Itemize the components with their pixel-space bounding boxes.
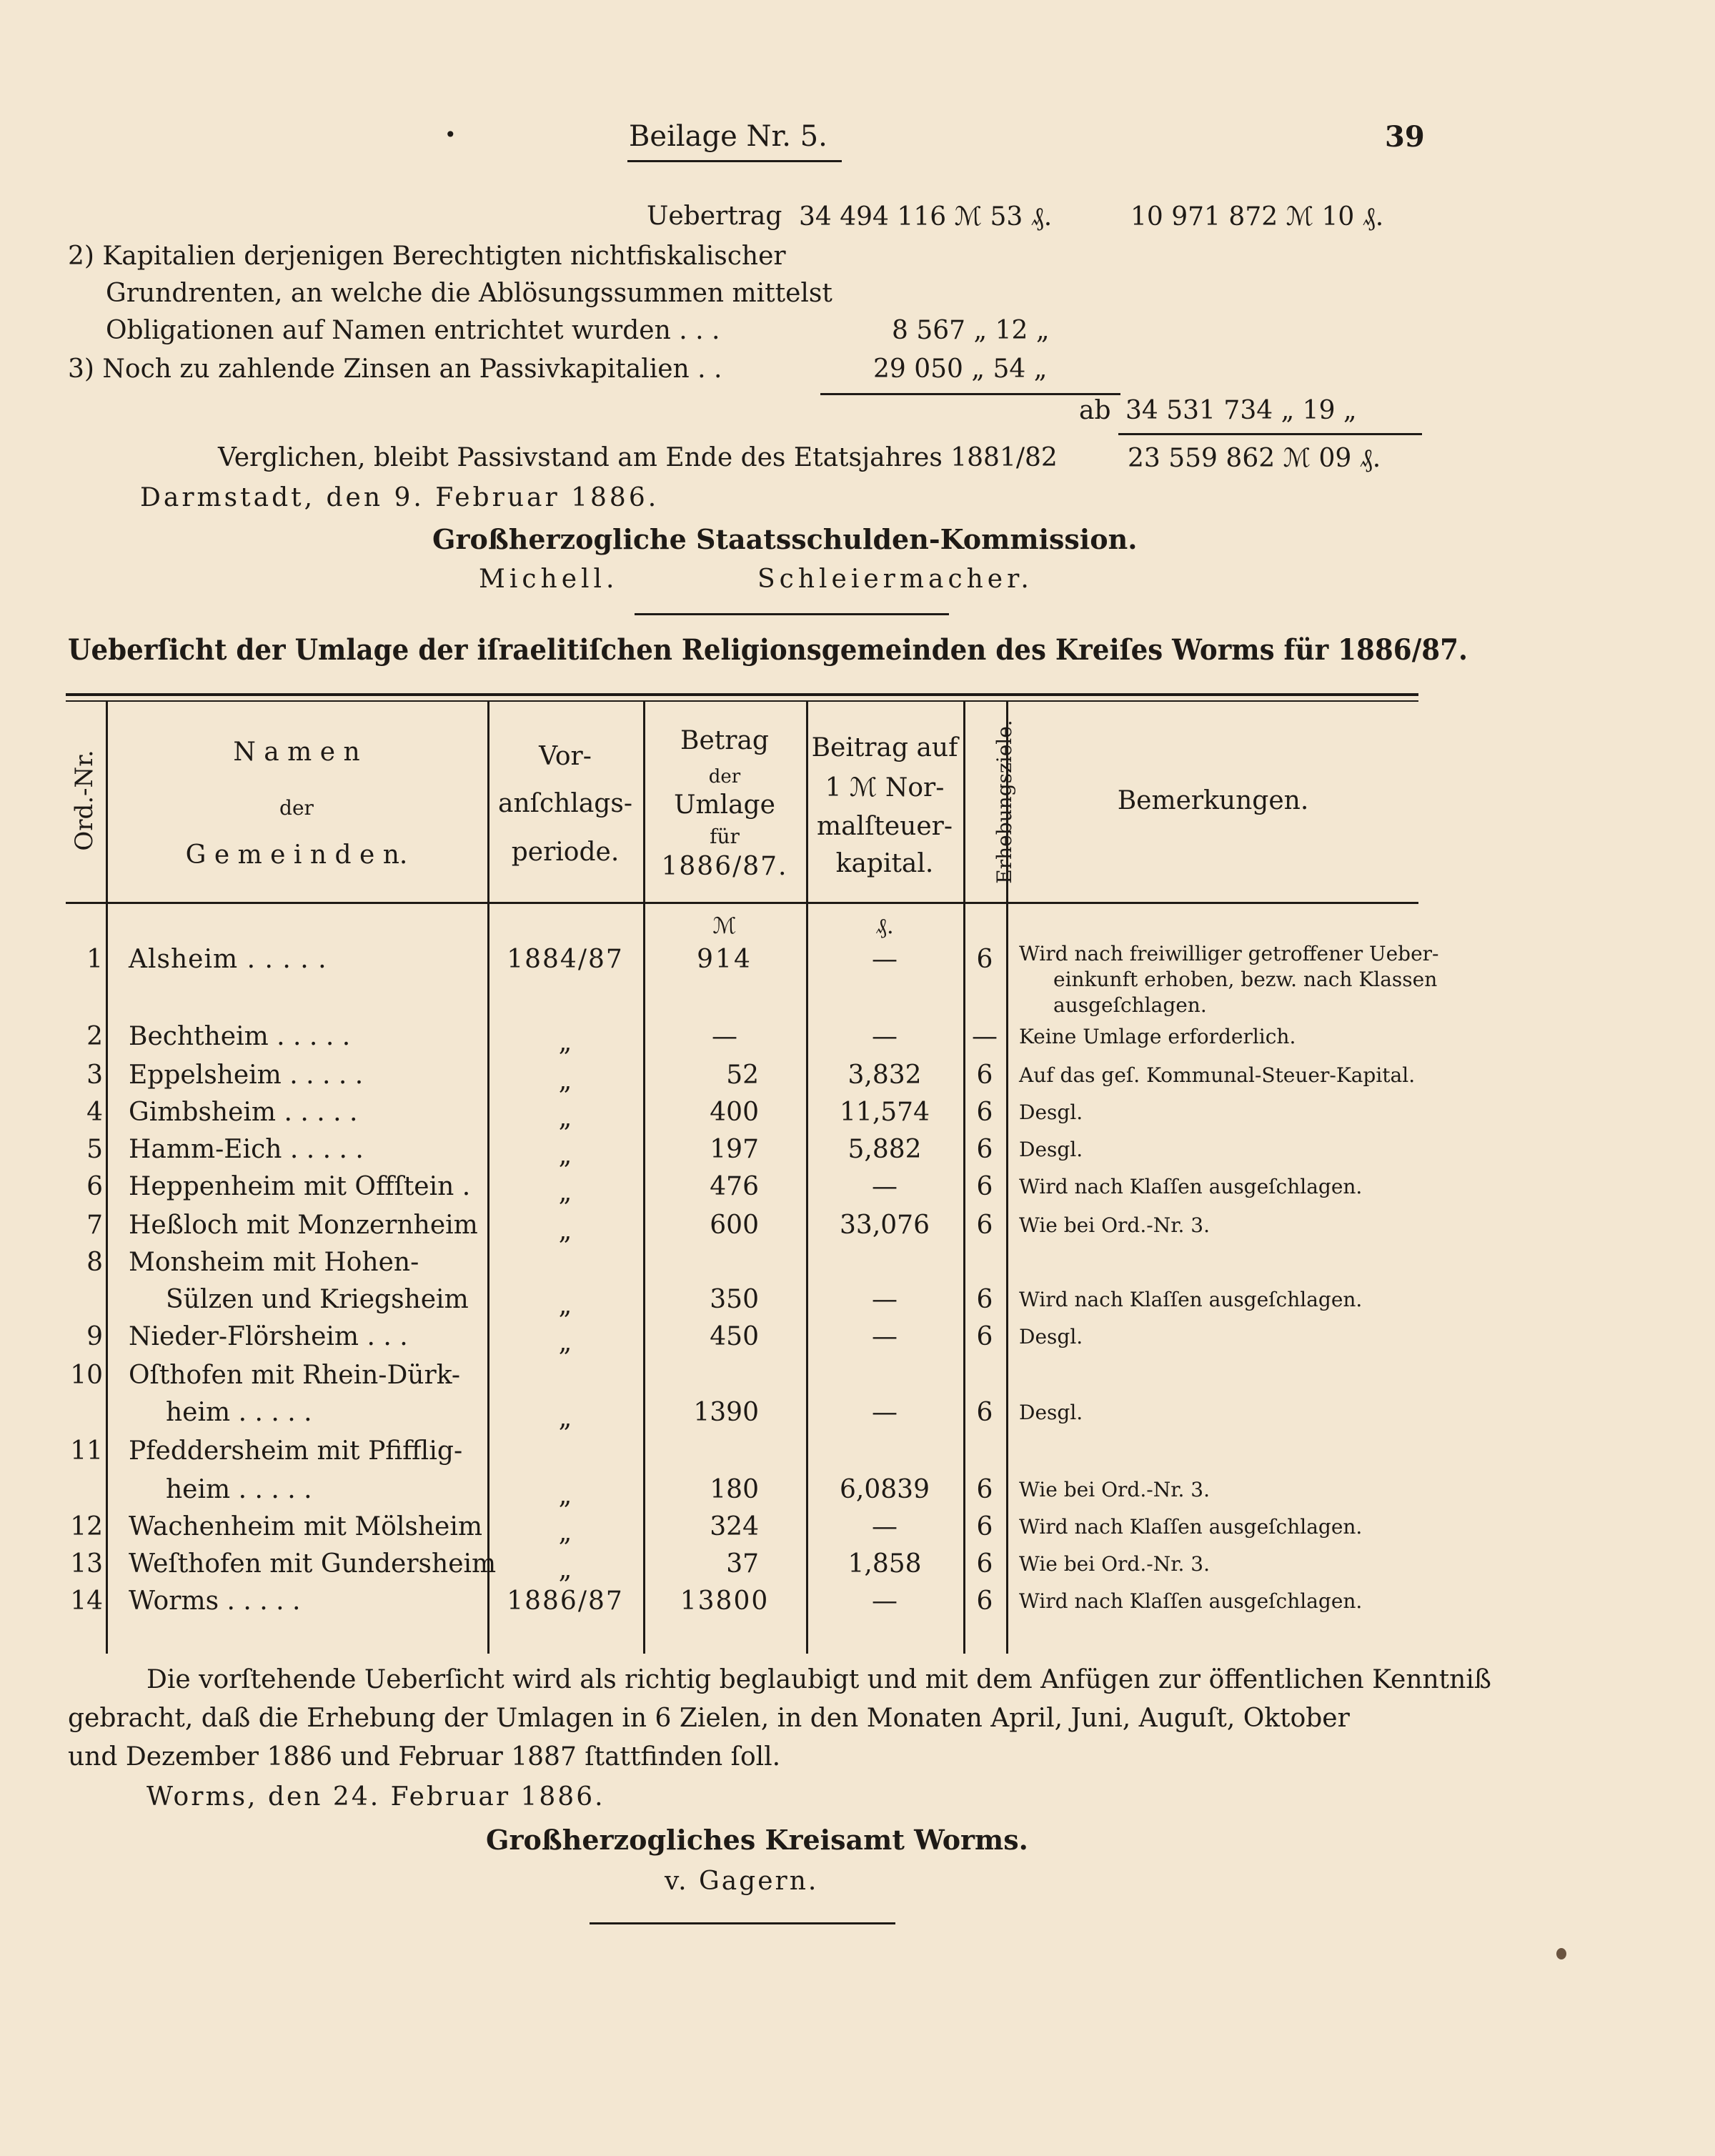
item3-amount: 29 050 „ 54 „ — [873, 354, 1048, 384]
item2-line-2: Grundrenten, an welche die Ablösungssummen mittelst — [106, 279, 832, 308]
row-3-collections: 6 — [976, 1060, 993, 1090]
row-13-amount: 37 — [726, 1549, 759, 1579]
row-8-amount: 350 — [710, 1285, 759, 1314]
row-5-amount: 197 — [710, 1135, 759, 1164]
row-1-name: Alsheim . . . . . — [129, 945, 327, 974]
signature-michell: Michell. — [479, 565, 619, 594]
row-8-name-line-2: Sülzen und Kriegsheim — [166, 1285, 469, 1314]
row-13-rate: 1,858 — [847, 1549, 922, 1579]
deduction-amount: 34 531 734 „ 19 „ — [1125, 396, 1357, 425]
header-amount-line-1: Betrag — [680, 726, 769, 755]
row-9-nr: 9 — [86, 1322, 103, 1351]
row-7-remarks: Wie bei Ord.-Nr. 3. — [1019, 1213, 1211, 1237]
row-14-collections: 6 — [976, 1586, 993, 1616]
row-1-remarks-line-3: ausgeſchlagen. — [1053, 993, 1207, 1017]
row-1-remarks-line-2: einkunft erhoben, bezw. nach Klassen — [1053, 968, 1438, 991]
row-14-amount: 13800 — [680, 1586, 770, 1616]
row-3-rate: 3,832 — [847, 1060, 922, 1090]
page-header-title: Beilage Nr. 5. — [629, 120, 827, 153]
row-3-name: Eppelsheim . . . . . — [129, 1060, 364, 1090]
row-6-name: Heppenheim mit Offſtein . — [129, 1172, 471, 1201]
row-14-name: Worms . . . . . — [129, 1586, 301, 1616]
notice-authority: Großherzogliches Kreisamt Worms. — [486, 1824, 1028, 1856]
table-top-rule — [66, 693, 1418, 696]
row-1-remarks-line-1: Wird nach freiwilliger getroffener Ueber- — [1019, 942, 1439, 965]
row-3-period: „ — [558, 1066, 572, 1096]
row-10-rate: — — [872, 1398, 898, 1427]
row-7-collections: 6 — [976, 1211, 993, 1240]
row-5-period: „ — [558, 1141, 572, 1170]
notice-line-3: und Dezember 1886 und Februar 1887 ſtattfinden ſoll. — [68, 1742, 781, 1772]
item2-line-3: Obligationen auf Namen entrichtet wurden . . . — [106, 316, 720, 345]
header-remarks: Bemerkungen. — [1117, 786, 1309, 815]
row-2-amount: — — [712, 1022, 737, 1051]
row-7-name: Heßloch mit Monzernheim — [129, 1211, 478, 1240]
row-11-name-line-1: Pfeddersheim mit Pfifflig- — [129, 1436, 463, 1466]
notice-line-2: gebracht, daß die Erhebung der Umlagen in 6 Zielen, in den Monaten April, Juni, Auguſt, Oktober — [68, 1704, 1350, 1733]
row-12-name: Wachenheim mit Mölsheim — [129, 1512, 482, 1541]
row-4-period: „ — [558, 1103, 572, 1133]
row-14-remarks: Wird nach Klaſſen ausgeſchlagen. — [1019, 1589, 1363, 1613]
row-6-amount: 476 — [710, 1172, 759, 1201]
row-7-rate: 33,076 — [840, 1211, 930, 1240]
row-5-rate: 5,882 — [847, 1135, 922, 1164]
row-10-name-line-1: Oſthofen mit Rhein-Dürk- — [129, 1361, 461, 1390]
item2-amount: 8 567 „ 12 „ — [892, 316, 1050, 345]
row-13-collections: 6 — [976, 1549, 993, 1579]
row-5-remarks: Desgl. — [1019, 1138, 1083, 1161]
row-10-remarks: Desgl. — [1019, 1401, 1083, 1424]
deduction-rule — [1118, 433, 1422, 435]
notice-line-1: Die vorſtehende Ueberſicht wird als richtig beglaubigt und mit dem Anfügen zur öffentlichen Kenntniß — [146, 1665, 1491, 1694]
header-rate-line-2: 1 ℳ Nor- — [825, 773, 945, 803]
row-1-period: 1884/87 — [507, 945, 624, 974]
header-amount-line-2: der — [708, 766, 741, 788]
header-collections: Erhebungsziele. — [993, 720, 1016, 884]
header-amount-line-4: für — [710, 825, 740, 848]
table-header-rule — [66, 902, 1418, 904]
row-9-remarks: Desgl. — [1019, 1325, 1083, 1348]
row-5-collections: 6 — [976, 1135, 993, 1164]
row-11-nr: 11 — [70, 1436, 103, 1466]
row-11-name-line-2: heim . . . . . — [166, 1475, 312, 1504]
unit-rate: ₰. — [875, 913, 894, 939]
row-3-nr: 3 — [86, 1060, 103, 1090]
row-12-nr: 12 — [70, 1512, 103, 1541]
balance-amount: 23 559 862 ℳ 09 ₰. — [1128, 444, 1381, 473]
row-13-name: Weſthofen mit Gundersheim — [129, 1549, 497, 1579]
header-amount-line-5: 1886/87. — [661, 852, 788, 881]
row-9-rate: — — [872, 1322, 898, 1351]
row-1-rate: — — [872, 945, 898, 974]
header-name-line-3: G e m e i n d e n. — [185, 840, 408, 870]
row-14-rate: — — [872, 1586, 898, 1616]
row-12-period: „ — [558, 1518, 572, 1547]
row-6-rate: — — [872, 1172, 898, 1201]
row-12-remarks: Wird nach Klaſſen ausgeſchlagen. — [1019, 1515, 1363, 1539]
row-8-period: „ — [558, 1291, 572, 1320]
row-9-name: Nieder-Flörsheim . . . — [129, 1322, 408, 1351]
row-10-period: „ — [558, 1404, 572, 1433]
page-number: 39 — [1385, 120, 1425, 154]
row-8-name-line-1: Monsheim mit Hohen- — [129, 1248, 419, 1277]
row-10-name-line-2: heim . . . . . — [166, 1398, 312, 1427]
row-10-collections: 6 — [976, 1398, 993, 1427]
row-2-name: Bechtheim . . . . . — [129, 1022, 351, 1051]
row-7-amount: 600 — [710, 1211, 759, 1240]
row-11-collections: 6 — [976, 1475, 993, 1504]
row-14-nr: 14 — [70, 1586, 103, 1616]
finance-place-date: Darmstadt, den 9. Februar 1886. — [140, 483, 660, 512]
carryover-amount-2: 10 971 872 ℳ 10 ₰. — [1130, 202, 1384, 232]
closing-rule — [590, 1922, 895, 1924]
row-1-amount: 914 — [697, 945, 752, 974]
header-period-line-1: Vor- — [539, 742, 592, 771]
carryover-amount-1: 34 494 116 ℳ 53 ₰. — [799, 202, 1053, 232]
paper-spot — [1556, 1948, 1566, 1959]
row-6-nr: 6 — [86, 1172, 103, 1201]
row-6-remarks: Wird nach Klaſſen ausgeſchlagen. — [1019, 1175, 1363, 1198]
row-10-nr: 10 — [70, 1361, 103, 1390]
row-2-collections: — — [972, 1022, 998, 1051]
balance-label: Verglichen, bleibt Passivstand am Ende des Etatsjahres 1881/82 — [218, 443, 1058, 472]
row-13-nr: 13 — [70, 1549, 103, 1579]
row-6-collections: 6 — [976, 1172, 993, 1201]
row-11-rate: 6,0839 — [840, 1475, 930, 1504]
row-2-remarks: Keine Umlage erforderlich. — [1019, 1025, 1296, 1048]
row-14-period: 1886/87 — [507, 1586, 624, 1616]
row-11-remarks: Wie bei Ord.-Nr. 3. — [1019, 1478, 1211, 1501]
header-underline — [627, 160, 842, 162]
notice-signature: v. Gagern. — [665, 1867, 819, 1896]
subtotal-rule — [820, 393, 1120, 395]
row-13-period: „ — [558, 1555, 572, 1584]
row-4-amount: 400 — [710, 1098, 759, 1127]
table-top-rule-thin — [66, 700, 1418, 702]
row-4-rate: 11,574 — [840, 1098, 930, 1127]
row-12-collections: 6 — [976, 1512, 993, 1541]
row-3-amount: 52 — [726, 1060, 759, 1090]
row-7-nr: 7 — [86, 1211, 103, 1240]
notice-place-date: Worms, den 24. Februar 1886. — [146, 1782, 605, 1812]
row-4-nr: 4 — [86, 1098, 103, 1127]
row-7-period: „ — [558, 1216, 572, 1246]
table-title: Ueberſicht der Umlage der iſraelitiſchen Religionsgemeinden des Kreiſes Worms für 1886/87. — [68, 633, 1468, 667]
header-name-line-2: der — [279, 796, 314, 820]
header-rate-line-1: Beitrag auf — [811, 733, 958, 762]
carryover-label: Uebertrag — [647, 202, 782, 231]
item3-label: 3) Noch zu zahlende Zinsen an Passivkapitalien . . — [68, 354, 722, 384]
row-8-rate: — — [872, 1285, 898, 1314]
header-amount-line-3: Umlage — [674, 790, 775, 820]
row-10-amount: 1390 — [693, 1398, 759, 1427]
header-rate-line-3: malſteuer- — [816, 812, 953, 841]
row-2-nr: 2 — [86, 1022, 103, 1051]
row-9-amount: 450 — [710, 1322, 759, 1351]
deduction-label: ab — [1079, 396, 1111, 425]
row-1-nr: 1 — [86, 945, 103, 974]
item2-line-1: 2) Kapitalien derjenigen Berechtigten nichtfiskalischer — [68, 242, 786, 271]
row-9-collections: 6 — [976, 1322, 993, 1351]
row-13-remarks: Wie bei Ord.-Nr. 3. — [1019, 1552, 1211, 1576]
row-4-remarks: Desgl. — [1019, 1101, 1083, 1124]
row-2-period: „ — [558, 1028, 572, 1057]
row-11-amount: 180 — [710, 1475, 759, 1504]
row-3-remarks: Auf das geſ. Kommunal-Steuer-Kapital. — [1019, 1063, 1416, 1087]
section-divider — [635, 613, 949, 615]
row-5-nr: 5 — [86, 1135, 103, 1164]
row-8-nr: 8 — [86, 1248, 103, 1277]
row-4-name: Gimbsheim . . . . . — [129, 1098, 358, 1127]
signature-schleiermacher: Schleiermacher. — [757, 565, 1033, 594]
row-8-remarks: Wird nach Klaſſen ausgeſchlagen. — [1019, 1288, 1363, 1311]
header-nr: Ord.-Nr. — [70, 750, 99, 851]
header-rate-line-4: kapital. — [835, 849, 934, 878]
row-9-period: „ — [558, 1328, 572, 1357]
row-12-amount: 324 — [710, 1512, 759, 1541]
row-1-collections: 6 — [976, 945, 993, 974]
row-2-rate: — — [872, 1022, 898, 1051]
row-12-rate: — — [872, 1512, 898, 1541]
header-name-line-1: N a m e n — [233, 737, 360, 767]
header-period-line-2: anſchlags- — [498, 789, 632, 818]
unit-amount: ℳ — [712, 913, 737, 939]
row-5-name: Hamm-Eich . . . . . — [129, 1135, 364, 1164]
row-11-period: „ — [558, 1481, 572, 1510]
row-4-collections: 6 — [976, 1098, 993, 1127]
row-6-period: „ — [558, 1178, 572, 1207]
row-8-collections: 6 — [976, 1285, 993, 1314]
header-period-line-3: periode. — [511, 838, 620, 867]
header-dot: • — [444, 123, 457, 146]
finance-authority: Großherzogliche Staatsschulden-Kommission. — [432, 523, 1138, 555]
